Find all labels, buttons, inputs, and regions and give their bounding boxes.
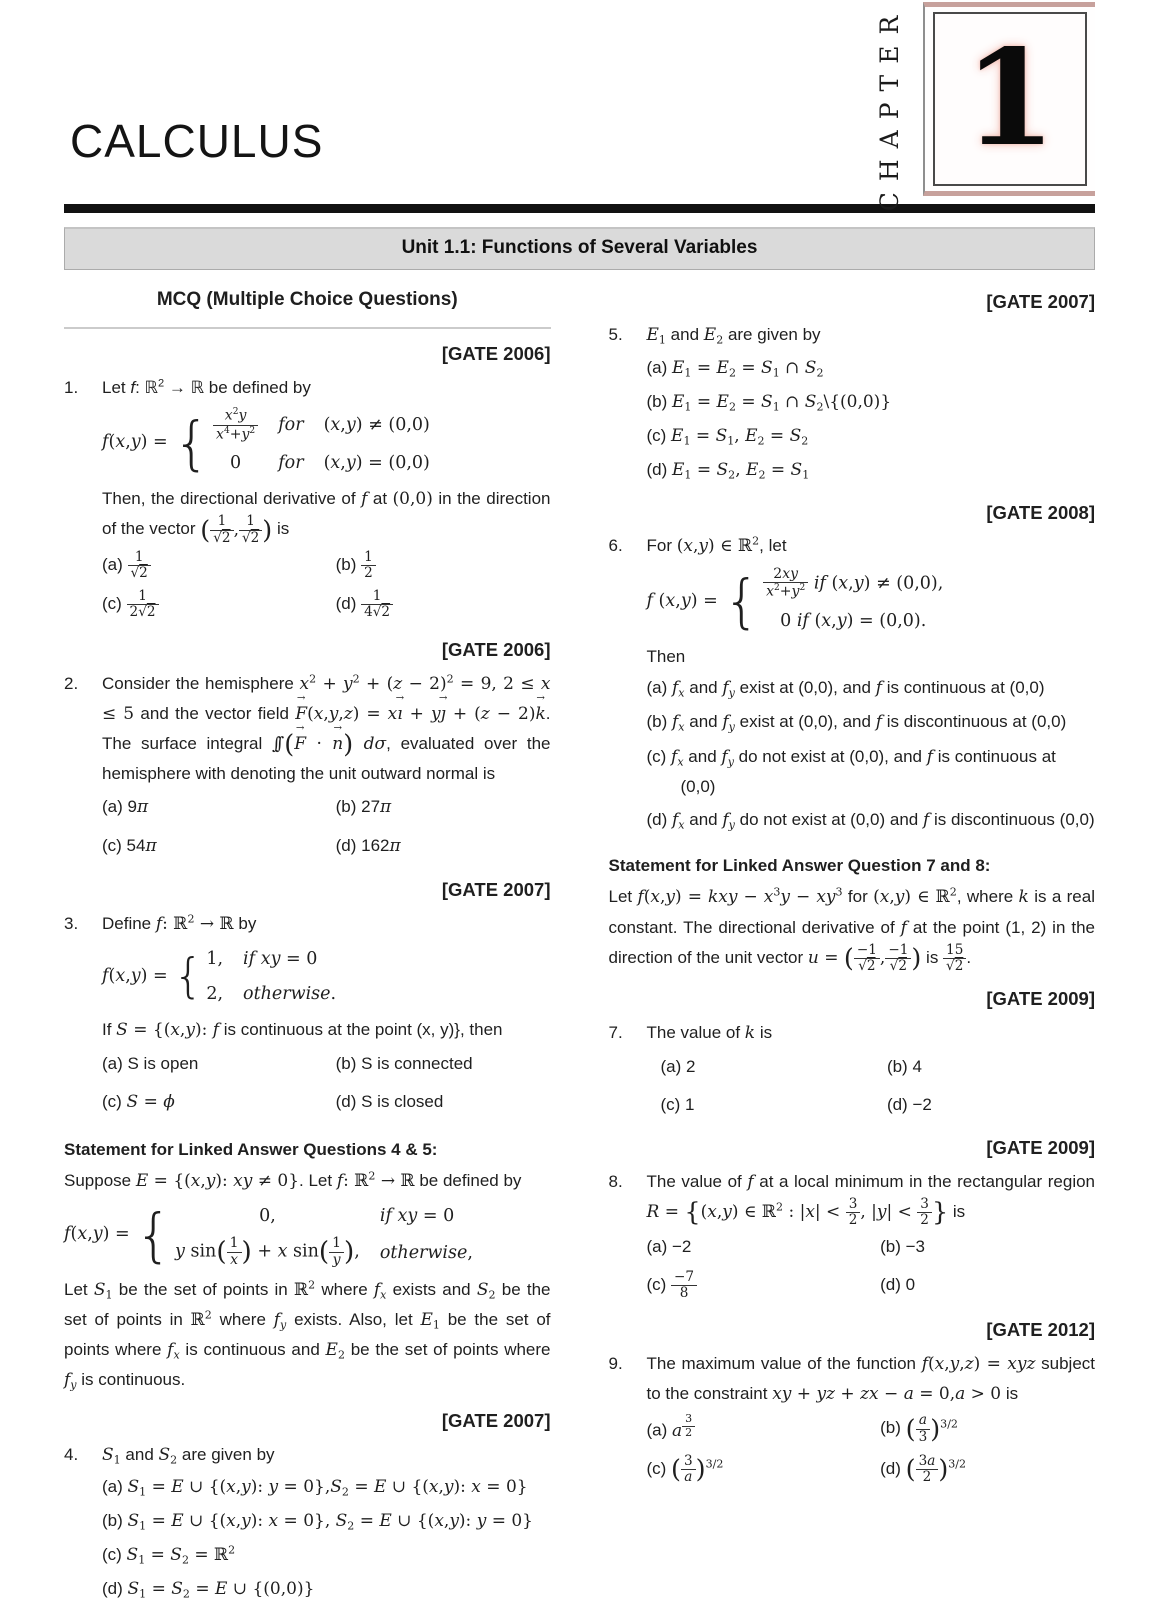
question-4 [64,1440,551,1607]
question-intro: Let f: ℝ$^2$ → ℝ be defined by [102,377,311,398]
question-7 [609,1018,1096,1123]
option-c: (c) $E_1 = S_1$, $E_2 = S_2$ [646,426,809,448]
question-body [647,320,1096,487]
option-c: (c) $f_x$ and $f_y$ do not exist at (0,0), and f is continuous at (0,0) [646,746,1056,796]
option-d: (d) ( $\frac{3a}{2}$ )$^{3/2}$ [880,1453,967,1486]
right-column [609,274,1096,1611]
question-equation: f (x,y) = { $\frac{2xy}{x^2+y^2}$ if (x,y) ≠ (0,0), 0 if (x,y) = (0,0). [646,565,944,636]
statement-text: Suppose E = {(x,y): xy ≠ 0}. Let f: ℝ$^2$ → ℝ be defined by [64,1169,522,1192]
question-body [647,1167,1096,1305]
question-equation: f(x,y) = { 1, if xy = 0 2, otherwise. [102,948,337,1005]
two-column-layout [64,274,1095,1611]
options [647,1048,1096,1122]
question-1 [64,373,551,625]
question-body [647,1349,1096,1490]
statement-text: Let $S_1$ be the set of points in ℝ$^2$ where $f_x$ exists and $S_2$ be the set of points in ℝ$^2$ where $f_y$ exists. Also, let $E_1$ be the set of points where $f_x$ is continuous and $E_2$ be the set of points where $f_y$ is continuous. [64,1278,551,1392]
question-number: 1. [64,378,79,398]
question-body [102,909,551,1121]
options [647,351,1096,488]
option-d: (d) 0 [880,1274,916,1294]
option-b: (b) $\frac{1}{2}$ [336,546,551,585]
left-column [64,274,551,1611]
question-3 [64,909,551,1121]
option-c: (c) 54π [102,835,157,856]
question-body [647,1018,1096,1123]
question-8 [609,1167,1096,1305]
options [102,1045,551,1120]
option-d: (d) $S_1 = S_2 = E$ ∪ {(0,0)} [102,1579,315,1601]
option-a: (a) −2 [646,1237,692,1257]
question-then-label: Then [646,646,686,666]
option-c: (c) $\frac{-7}{8}$ [647,1266,873,1305]
option-d: (d) −2 [886,1094,932,1114]
statement-text: Let f(x,y) = kxy − $x^3y - xy^3$ for (x,y) ∈ ℝ$^2$, where k is a real constant. The directional derivative of f at the point (1, 2) in the direction of the unit vector u = ( $\frac{-1}{√2}$ , $\frac{-1}{√2}$ ) is $\frac{15}{√2}$ . [608,885,1095,975]
option-a: (a) $E_1 = E_2 = S_1$ ∩ $S_2$ [646,357,824,380]
question-number: 2. [64,673,79,693]
question-number: 3. [64,913,79,933]
question-body [647,531,1096,837]
mcq-section-title: MCQ (Multiple Choice Questions) [64,274,551,330]
question-number: 9. [608,1353,623,1373]
option-b: (b) 4 [886,1057,922,1077]
option-c: (c) $\frac{1}{2√2}$ [102,585,328,624]
option-a: (a) 9π [102,797,149,818]
question-intro: $S_1$ and $S_2$ are given by [102,1444,275,1466]
gate-year-tag: [GATE 2007] [441,1409,551,1431]
gate-year-tag: [GATE 2009] [986,988,1095,1010]
option-b: (b) 27π [335,797,392,818]
option-b: (b) −3 [880,1237,925,1257]
header-rule [64,204,1095,213]
question-text: Consider the hemisphere $x^2 + y^2 + (z - 2)^2 = 9$, 2 ≤ x ≤ 5 and the vector field → F(x,y,z) = x → ı + y → ȷ + (z − 2) → k. The surface integral ∫∫ ( → F · → n) dσ, evaluated over the hemisphere with denoting the unit outward normal is [102,671,551,784]
gate-year-tag: [GATE 2006] [441,638,551,660]
option-d: (d) $E_1 = S_2$, $E_2 = S_1$ [646,460,810,482]
gate-year-tag: [GATE 2009] [986,1136,1095,1158]
question-intro: For (x,y) ∈ ℝ$^2$, let [646,534,787,557]
question-intro: Define f: ℝ$^2$ → ℝ by [102,912,257,934]
option-a: (a) a $^{\frac{3}{2}}$ [647,1409,873,1450]
option-d: (d) $f_x$ and $f_y$ do not exist at (0,0) and f is discontinuous (0,0) [646,809,1095,832]
question-2 [64,669,551,865]
question-body [102,669,551,865]
question-number: 6. [608,536,623,556]
option-b: (b) $f_x$ and $f_y$ exist at (0,0), and f is discontinuous at (0,0) [646,712,1067,734]
options [102,1470,551,1607]
gate-year-tag: [GATE 2007] [441,878,551,900]
question-5 [609,320,1096,487]
options [647,1409,1096,1489]
statement-title: Statement for Linked Answer Questions 4 & 5: [64,1139,438,1159]
option-b: (b) $S_1 = E$ ∪ {(x,y): x = 0}, $S_2 = E$ ∪ {(x,y): y = 0} [102,1510,533,1533]
statement-4-5 [64,1135,551,1396]
question-6 [609,531,1096,837]
option-a: (a) $\frac{1}{√2}$ [102,546,328,585]
question-number: 5. [608,325,623,345]
gate-year-tag: [GATE 2008] [986,501,1095,523]
chapter-label: CHAPTER [875,4,905,212]
question-intro: $E_1$ and $E_2$ are given by [646,325,821,347]
question-equation: f(x,y) = { $\frac{x^2y}{x^4+y^2}$ for (x,y) ≠ (0,0) 0 for (x,y) = (0,0) [102,407,430,477]
gate-year-tag: [GATE 2006] [441,343,551,365]
question-body [102,1440,551,1607]
option-d: (d) 162π [335,835,401,856]
question-number: 4. [64,1444,79,1464]
question-body [102,373,551,625]
gate-year-tag: [GATE 2012] [986,1319,1095,1341]
chapter-number-box [923,2,1095,196]
question-text: The maximum value of the function f(x,y,z) = xyz subject to the constraint xy + yz + zx − a = 0,a > 0 is [646,1353,1096,1405]
question-text: The value of f at a local minimum in the rectangular region R = {(x,y) ∈ ℝ$^2$ : |x| < $\frac{3}{2}$ , |y| < $\frac{3}{2}$ } is [646,1171,1096,1229]
option-d: (d) $\frac{1}{4√2}$ [336,585,551,624]
options [647,671,1096,837]
options [647,1228,1096,1305]
statement-7-8 [609,851,1096,974]
chapter-title: CALCULUS [70,115,324,167]
option-a: (a) S is open [102,1054,199,1074]
option-c: (c) S = ϕ [102,1091,175,1112]
option-b: (b) S is connected [335,1054,473,1074]
option-a: (a) $f_x$ and $f_y$ exist at (0,0), and f is continuous at (0,0) [646,678,1045,700]
question-text: If S = {(x,y): f is continuous at the point (x, y)}, then [102,1020,503,1041]
question-number: 7. [608,1023,623,1043]
option-c: (c) ( $\frac{3}{a}$ )$^{3/2}$ [646,1453,724,1486]
question-intro: The value of k is [646,1023,773,1044]
option-c: (c) 1 [660,1094,695,1114]
option-a: (a) $S_1 = E$ ∪ {(x,y): $y = 0\},S_2 = E$ ∪ {(x,y): x = 0} [102,1476,528,1499]
chapter-number-inner-box [933,12,1087,186]
question-number: 8. [608,1171,623,1191]
page-header [64,0,1095,212]
option-c: (c) $S_1 = S_2$ = ℝ$^2$ [102,1543,236,1567]
unit-title-bar: Unit 1.1: Functions of Several Variables [64,227,1095,270]
option-d: (d) S is closed [335,1091,444,1111]
options [102,788,551,864]
chapter-number: 1 [964,21,1056,177]
question-9 [609,1349,1096,1490]
option-b: (b) ( $\frac{a}{3}$ )$^{3/2}$ [880,1412,958,1445]
statement-equation: f(x,y) = { 0, if xy = 0 y sin( $\frac{1}{x}$ ) + x sin( $\frac{1}{y}$ ), otherwise, [64,1201,473,1270]
question-text: Then, the directional derivative of f at (0,0) in the direction of the vector ( $\frac{1}{√2}$ , $\frac{1}{√2}$ ) is [102,489,551,546]
statement-title: Statement for Linked Answer Question 7 and 8: [608,856,991,876]
option-a: (a) 2 [660,1057,696,1077]
option-b: (b) $E_1 = E_2 = S_1$ ∩ $S_2\backslash\{(0,0)\}$ [646,391,892,414]
options [102,546,551,625]
gate-year-tag: [GATE 2007] [986,290,1095,312]
